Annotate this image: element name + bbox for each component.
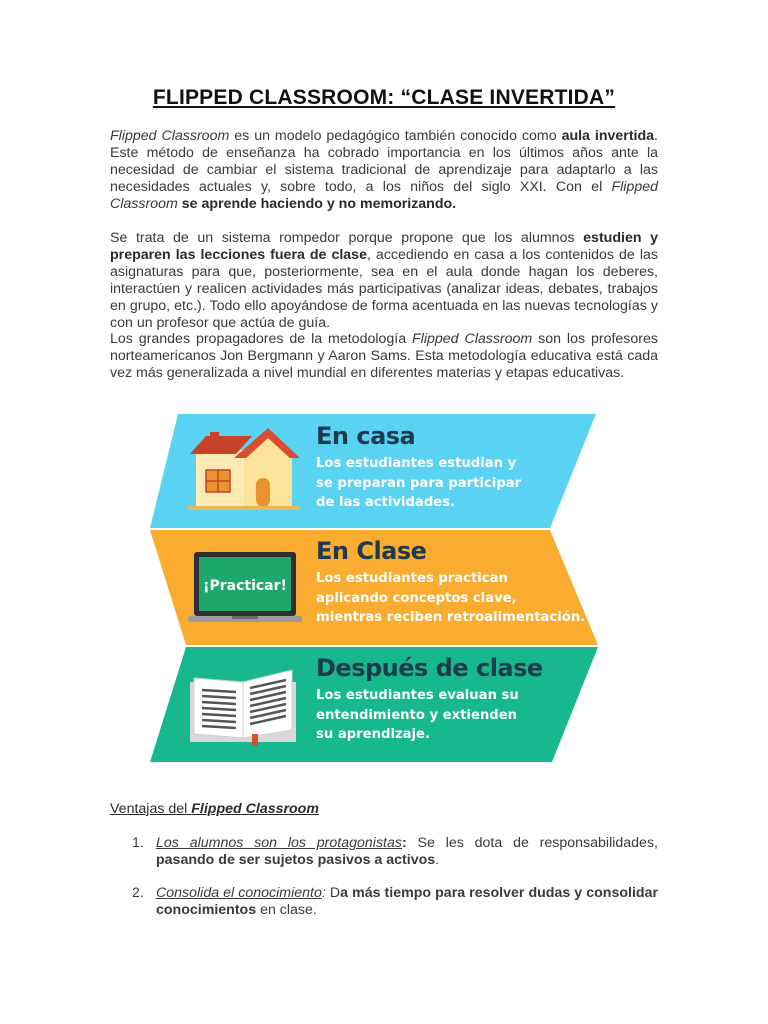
list-number: 1. (132, 835, 144, 851)
banner-line: Los estudiantes practican (316, 571, 508, 586)
flipped-classroom-infographic (148, 412, 600, 764)
text-run: : (401, 835, 407, 851)
term-flipped-classroom: Flipped Classroom (110, 179, 658, 212)
banner-en-clase-text (316, 537, 585, 628)
text-run: Los grandes propagadores de la metodología (110, 331, 413, 347)
item-heading: Consolida el conocimiento (156, 885, 322, 901)
text-run: son los profesores norteamericanos Jon Bergmann y Aaron Sams. Esta metodología educativa está cada vez más generalizada a nivel mundial en diferentes materias y etapas educativas. (110, 331, 658, 381)
banner-line: Los estudiantes evaluan su (316, 688, 519, 703)
term-flipped-classroom: Flipped Classroom (191, 801, 319, 817)
text-run: D (325, 885, 341, 901)
banner-line: de las actividades. (316, 495, 456, 510)
banner-line: Los estudiantes estudian y (316, 456, 517, 471)
banner-description (316, 454, 521, 513)
list-number: 2. (132, 885, 144, 901)
banner-line: entendimiento y extienden (316, 707, 518, 723)
banner-title: En casa (316, 422, 416, 450)
banner-description (316, 569, 585, 628)
item-heading: Los alumnos son los protagonistas (156, 835, 402, 851)
banner-line: su aprendizaje. (316, 727, 431, 742)
intro-paragraph (110, 128, 658, 213)
text-run: Ventajas del (110, 801, 192, 817)
bold-phrase: se aprende haciendo y no memorizando. (181, 196, 457, 212)
text-run: es un modelo pedagógico también conocido como (229, 128, 562, 144)
text-run: : (321, 885, 326, 901)
bold-phrase: estudien y preparen las lecciones fuera de clase (110, 230, 658, 263)
system-paragraph (110, 230, 658, 332)
text-run: , accediendo en casa a los contenidos de las asignaturas para que, posteriormente, sea en el aula donde hagan los deberes, interactúen y realicen actividades más participativas (analizar ideas, debates, trabajos en grupo, etc.). Todo ello apoyándose de forma acentuada en las nuevas tecnologías y con un profesor que actúa de guía. (110, 247, 658, 331)
term-flipped-classroom: Flipped Classroom (110, 128, 230, 144)
banner-line: aplicando conceptos clave, (316, 590, 517, 606)
text-run: Se trata de un sistema rompedor porque propone que los alumnos (110, 230, 584, 246)
text-run: Se les dota de responsabilidades, (406, 835, 658, 851)
propagators-paragraph (110, 331, 658, 382)
page-title: FLIPPED CLASSROOM: “CLASE INVERTIDA” (152, 86, 616, 109)
bold-phrase: a más tiempo para resolver dudas y consolidar conocimientos (156, 885, 658, 918)
text-run: . (435, 852, 440, 868)
screen-text: ¡Practicar! (203, 578, 287, 594)
laptop-icon (188, 552, 302, 622)
banner-description (316, 686, 543, 745)
text-run: en clase. (256, 902, 317, 918)
banner-en-casa-text (316, 422, 521, 513)
banner-line: mientras reciben retroalimentación. (316, 610, 586, 625)
list-item-body (156, 835, 658, 869)
bold-term: aula invertida (561, 128, 655, 144)
banner-title: Después de clase (316, 654, 543, 682)
banner-line: se preparan para participar (316, 475, 522, 491)
banner-title: En Clase (316, 537, 427, 565)
list-item-body (156, 885, 658, 919)
term-flipped-classroom: Flipped Classroom (412, 331, 533, 347)
text-run: . Este método de enseñanza ha cobrado importancia en los últimos años ante la necesidad de cambiar el sistema tradicional de aprendizaje para adaptarlo a las necesidades actuales y, sobre todo, a los niños del siglo XXI. Con el (110, 128, 658, 195)
advantages-heading (110, 801, 319, 817)
bold-phrase: pasando de ser sujetos pasivos a activos (156, 852, 436, 868)
banner-despues-text (316, 654, 543, 745)
